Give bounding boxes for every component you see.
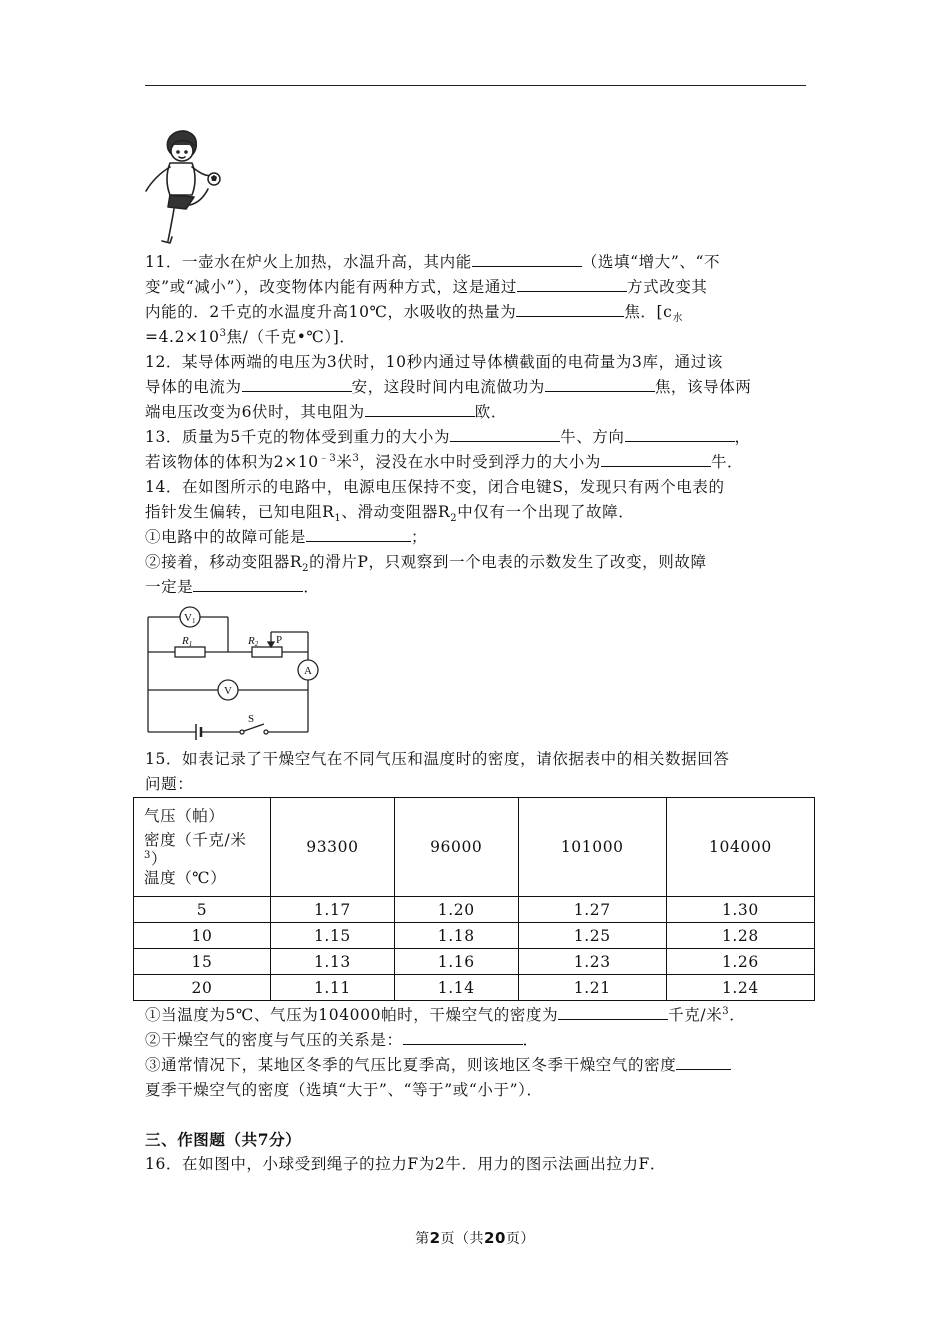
q15-blank-1[interactable] xyxy=(558,1003,668,1020)
q11-text: 焦/（千克•℃）]． xyxy=(226,328,356,346)
q15-blank-3[interactable] xyxy=(676,1053,731,1070)
q11-text: 内能的．2千克的水温度升高10℃，水吸收的热量为 xyxy=(145,303,517,321)
q14-text: 指针发生偏转，已知电阻R xyxy=(145,503,335,521)
q11-text: 变”或“减小”），改变物体内能有两种方式，这是通过 xyxy=(145,278,518,296)
q12-blank-2[interactable] xyxy=(545,375,655,392)
superscript: 3 xyxy=(722,1005,730,1017)
q12-text: 导体的电流为 xyxy=(145,378,242,396)
q11-text: 11．一壶水在炉火上加热，水温升高，其内能 xyxy=(145,253,472,271)
q11-text: （选填“增大”、“不 xyxy=(581,253,721,271)
temp-cell: 20 xyxy=(134,975,271,1001)
pressure-cell: 104000 xyxy=(666,798,814,897)
q14-text: 14．在如图所示的电路中，电源电压保持不变，闭合电键S，发现只有两个电表的 xyxy=(145,478,725,496)
q14-text: ； xyxy=(411,528,428,546)
q12-text: 安，这段时间内电流做功为 xyxy=(351,378,545,396)
header-rule xyxy=(145,85,806,86)
superscript: 3 xyxy=(352,452,360,464)
r2-label: R2 xyxy=(248,635,259,648)
temp-cell: 5 xyxy=(134,897,271,923)
q15-text: ①当温度为5℃、气压为104000帕时，干燥空气的密度为 xyxy=(145,1006,559,1024)
table-corner-cell xyxy=(134,798,271,897)
density-cell: 1.16 xyxy=(394,949,518,975)
subscript: 2 xyxy=(302,563,310,575)
subscript: 水 xyxy=(672,313,684,325)
temperature-header: 温度（℃） xyxy=(144,869,227,887)
superscript: 3 xyxy=(219,327,227,339)
density-cell: 1.15 xyxy=(271,923,395,949)
table-row xyxy=(134,949,815,975)
pressure-cell: 93300 xyxy=(271,798,395,897)
table-row xyxy=(134,897,815,923)
footer-text: 页） xyxy=(505,1231,535,1247)
q14-text: ②接着，移动变阻器R xyxy=(145,553,303,571)
q15-text: 千克/米 xyxy=(668,1006,723,1024)
q12-text: 端电压改变为6伏时，其电阻为 xyxy=(145,403,365,421)
pressure-cell: 101000 xyxy=(518,798,666,897)
q14-text: 中仅有一个出现了故障． xyxy=(457,503,635,521)
density-table xyxy=(133,797,815,1001)
q13-blank-3[interactable] xyxy=(601,450,711,467)
density-cell: 1.25 xyxy=(518,923,666,949)
q12-text: 欧． xyxy=(474,403,507,421)
question-14 xyxy=(145,475,810,600)
soccer-boy-figure xyxy=(140,125,230,250)
density-cell: 1.17 xyxy=(271,897,395,923)
subscript: 1 xyxy=(334,513,342,525)
q15-text: ． xyxy=(729,1006,746,1024)
superscript: 3 xyxy=(144,849,151,861)
q12-text: 12．某导体两端的电压为3伏时，10秒内通过导体横截面的电荷量为3库，通过该 xyxy=(145,353,723,371)
question-12 xyxy=(145,350,810,425)
pressure-header: 气压（帕） xyxy=(144,807,225,825)
temp-cell: 15 xyxy=(134,949,271,975)
q13-text: ，浸没在水中时受到浮力的大小为 xyxy=(359,453,601,471)
q13-text: 若该物体的体积为2×10 xyxy=(145,453,319,471)
density-cell: 1.27 xyxy=(518,897,666,923)
total-pages: 20 xyxy=(484,1229,506,1247)
q14-text: 的滑片P，只观察到一个电表的示数发生了改变，则故障 xyxy=(309,553,707,571)
q13-text: ， xyxy=(734,428,751,446)
ammeter-label: A xyxy=(304,665,312,677)
density-cell: 1.28 xyxy=(666,923,814,949)
density-cell: 1.18 xyxy=(394,923,518,949)
q13-text: 米 xyxy=(336,453,353,471)
q11-text: 方式改变其 xyxy=(627,278,708,296)
v1-label: V1 xyxy=(184,612,196,625)
q14-text: 一定是 xyxy=(145,578,194,596)
density-cell: 1.30 xyxy=(666,897,814,923)
q14-blank-1[interactable] xyxy=(306,525,411,542)
q15-text: ②干燥空气的密度与气压的关系是： xyxy=(145,1031,403,1049)
voltmeter-label: V xyxy=(224,685,232,697)
q11-blank-3[interactable] xyxy=(516,300,624,317)
density-cell: 1.21 xyxy=(518,975,666,1001)
density-header: 密度（千克/米 xyxy=(144,831,247,849)
subscript: 2 xyxy=(450,513,458,525)
q14-text: ①电路中的故障可能是 xyxy=(145,528,307,546)
density-cell: 1.20 xyxy=(394,897,518,923)
switch-label: S xyxy=(248,713,255,725)
q11-text: =4.2×10 xyxy=(145,328,220,346)
q12-blank-1[interactable] xyxy=(242,375,352,392)
q12-text: 焦，该导体两 xyxy=(654,378,752,396)
density-cell: 1.24 xyxy=(666,975,814,1001)
q15-text: ． xyxy=(522,1031,539,1049)
density-header-close: ） xyxy=(150,850,168,868)
table-row xyxy=(134,975,815,1001)
question-15-parts xyxy=(145,1003,810,1103)
pressure-cell: 96000 xyxy=(394,798,518,897)
temp-cell: 10 xyxy=(134,923,271,949)
footer-text: 页（共 xyxy=(440,1231,485,1247)
table-row xyxy=(134,923,815,949)
q13-text: 牛、方向 xyxy=(560,428,625,446)
question-11 xyxy=(145,250,810,350)
question-15 xyxy=(145,747,810,797)
q15-text: 15．如表记录了干燥空气在不同气压和温度时的密度，请依据表中的相关数据回答 xyxy=(145,750,730,768)
q14-text: ． xyxy=(303,578,320,596)
density-cell: 1.26 xyxy=(666,949,814,975)
page-footer xyxy=(0,1228,950,1248)
q13-blank-2[interactable] xyxy=(625,425,735,442)
r1-label: R1 xyxy=(182,635,193,648)
superscript: ﹣3 xyxy=(318,452,337,464)
circuit-diagram xyxy=(140,600,330,740)
question-13 xyxy=(145,425,810,475)
table-header-row xyxy=(134,798,815,897)
density-cell: 1.14 xyxy=(394,975,518,1001)
q11-blank-2[interactable] xyxy=(517,275,627,292)
density-cell: 1.23 xyxy=(518,949,666,975)
section-heading: 三、作图题（共7分） xyxy=(145,1130,302,1149)
question-16: 16．在如图中，小球受到绳子的拉力F为2牛．用力的图示法画出拉力F． xyxy=(145,1155,666,1173)
q11-blank-1[interactable] xyxy=(472,250,582,267)
section-3 xyxy=(145,1127,810,1177)
density-cell: 1.11 xyxy=(271,975,395,1001)
q14-blank-2[interactable] xyxy=(193,575,303,592)
q14-text: 、滑动变阻器R xyxy=(341,503,451,521)
footer-text: 第 xyxy=(415,1231,430,1247)
q11-text: 焦．[c xyxy=(624,303,673,321)
q15-blank-2[interactable] xyxy=(403,1028,523,1045)
q12-blank-3[interactable] xyxy=(365,400,475,417)
q13-text: 牛． xyxy=(710,453,744,471)
q15-text: 夏季干燥空气的密度（选填“大于”、“等于”或“小于”）． xyxy=(145,1081,543,1099)
q15-text: 问题： xyxy=(145,775,194,793)
q15-text: ③通常情况下，某地区冬季的气压比夏季高，则该地区冬季干燥空气的密度 xyxy=(145,1056,677,1074)
q13-blank-1[interactable] xyxy=(450,425,560,442)
density-cell: 1.13 xyxy=(271,949,395,975)
slider-p-label: P xyxy=(276,634,283,646)
page-number: 2 xyxy=(429,1229,441,1247)
q13-text: 13．质量为5千克的物体受到重力的大小为 xyxy=(145,428,451,446)
